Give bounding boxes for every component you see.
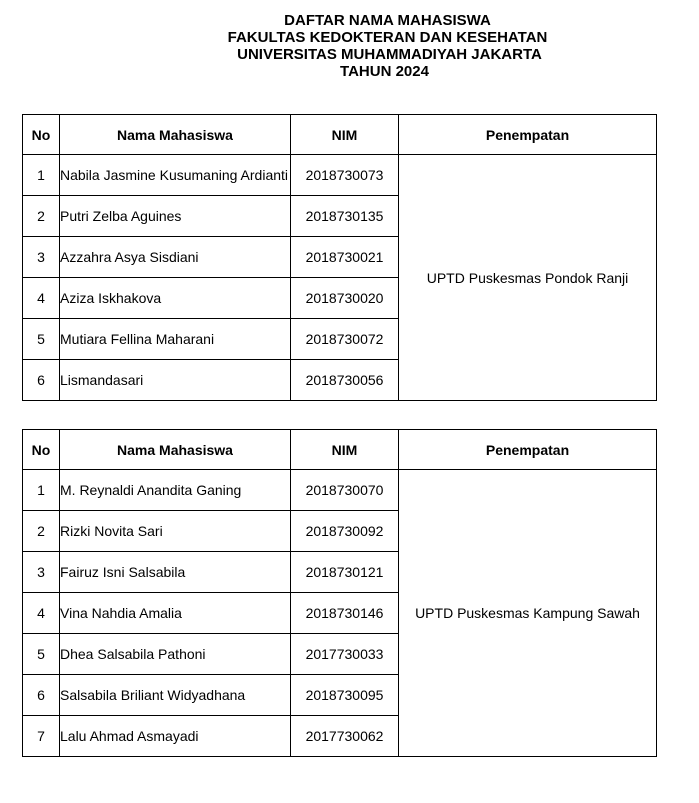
row-number: 1 <box>23 470 60 511</box>
column-header-nim: NIM <box>291 115 399 155</box>
student-nim: 2017730033 <box>291 634 399 675</box>
row-number: 4 <box>23 593 60 634</box>
column-header-placement: Penempatan <box>399 430 657 470</box>
student-table-pondok-ranji <box>22 114 657 401</box>
student-nim: 2018730070 <box>291 470 399 511</box>
row-number: 5 <box>23 634 60 675</box>
row-number: 3 <box>23 237 60 278</box>
placement-cell: UPTD Puskesmas Pondok Ranji <box>399 155 657 401</box>
row-number: 3 <box>23 552 60 593</box>
column-header-placement: Penempatan <box>399 115 657 155</box>
column-header-nim: NIM <box>291 430 399 470</box>
student-name: M. Reynaldi Anandita Ganing <box>60 470 291 511</box>
table-row <box>23 470 657 511</box>
row-number: 5 <box>23 319 60 360</box>
placement-cell: UPTD Puskesmas Kampung Sawah <box>399 470 657 757</box>
row-number: 4 <box>23 278 60 319</box>
student-nim: 2018730135 <box>291 196 399 237</box>
student-name: Lismandasari <box>60 360 291 401</box>
student-name: Mutiara Fellina Maharani <box>60 319 291 360</box>
student-nim: 2018730146 <box>291 593 399 634</box>
table-header-row <box>23 430 657 470</box>
title-line-3: UNIVERSITAS MUHAMMADIYAH JAKARTA <box>237 46 542 63</box>
student-nim: 2018730020 <box>291 278 399 319</box>
student-name: Aziza Iskhakova <box>60 278 291 319</box>
row-number: 6 <box>23 675 60 716</box>
student-nim: 2018730021 <box>291 237 399 278</box>
student-name: Salsabila Briliant Widyadhana <box>60 675 291 716</box>
student-nim: 2018730121 <box>291 552 399 593</box>
student-name: Putri Zelba Aguines <box>60 196 291 237</box>
row-number: 2 <box>23 511 60 552</box>
student-name: Fairuz Isni Salsabila <box>60 552 291 593</box>
student-name: Rizki Novita Sari <box>60 511 291 552</box>
student-nim: 2017730062 <box>291 716 399 757</box>
student-nim: 2018730073 <box>291 155 399 196</box>
student-nim: 2018730072 <box>291 319 399 360</box>
table-row <box>23 155 657 196</box>
student-name: Vina Nahdia Amalia <box>60 593 291 634</box>
student-name: Nabila Jasmine Kusumaning Ardianti <box>60 155 291 196</box>
document-title <box>0 12 699 80</box>
column-header-no: No <box>23 430 60 470</box>
row-number: 1 <box>23 155 60 196</box>
student-table-kampung-sawah <box>22 429 657 757</box>
student-nim: 2018730092 <box>291 511 399 552</box>
title-line-2: FAKULTAS KEDOKTERAN DAN KESEHATAN <box>227 29 548 46</box>
column-header-name: Nama Mahasiswa <box>60 430 291 470</box>
table-header-row <box>23 115 657 155</box>
title-line-4: TAHUN 2024 <box>340 63 429 80</box>
column-header-name: Nama Mahasiswa <box>60 115 291 155</box>
student-name: Lalu Ahmad Asmayadi <box>60 716 291 757</box>
column-header-no: No <box>23 115 60 155</box>
student-nim: 2018730095 <box>291 675 399 716</box>
row-number: 2 <box>23 196 60 237</box>
row-number: 7 <box>23 716 60 757</box>
row-number: 6 <box>23 360 60 401</box>
student-name: Dhea Salsabila Pathoni <box>60 634 291 675</box>
student-nim: 2018730056 <box>291 360 399 401</box>
student-name: Azzahra Asya Sisdiani <box>60 237 291 278</box>
title-line-1: DAFTAR NAMA MAHASISWA <box>284 12 491 29</box>
